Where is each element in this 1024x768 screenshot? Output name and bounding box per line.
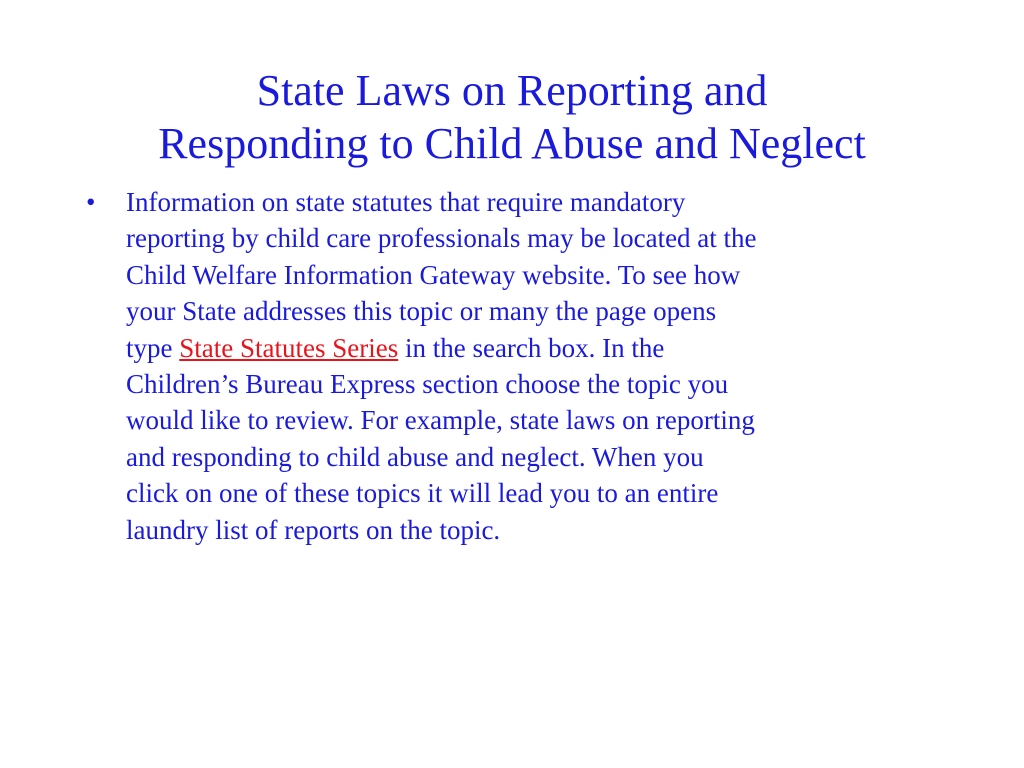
bullet-text-line-4: your State addresses this topic or many the page opens	[126, 296, 717, 327]
bullet-text-line-1: Information on state statutes that require mandatory	[126, 187, 686, 217]
bullet-marker: •	[86, 187, 96, 217]
bullet-text-line-5	[126, 330, 950, 366]
bullet-text-line-2: reporting by child care professionals may be located at the	[126, 223, 757, 254]
bullet-list	[80, 184, 950, 548]
bullet-text-line-6: Children’s Bureau Express section choose the topic you	[126, 369, 729, 400]
bullet-text-line-9: click on one of these topics it will lead you to an entire	[126, 478, 719, 509]
bullet-text-line-8: and responding to child abuse and neglect. When you	[126, 441, 704, 472]
slide-title-line-2: Responding to Child Abuse and Neglect	[158, 119, 866, 168]
bullet-text-line-7: would like to review. For example, state laws on reporting	[126, 405, 755, 436]
bullet-text-line-3: Child Welfare Information Gateway website. To see how	[126, 259, 741, 290]
state-statutes-series-link[interactable]: State Statutes Series	[179, 332, 399, 363]
slide-title	[40, 64, 984, 170]
bullet-text-line-10: laundry list of reports on the topic.	[126, 514, 501, 545]
bullet-item	[80, 184, 950, 548]
slide-title-line-1: State Laws on Reporting and	[256, 66, 768, 115]
link-line-prefix: type	[126, 332, 180, 363]
link-line-suffix: in the search box. In the	[398, 332, 665, 363]
